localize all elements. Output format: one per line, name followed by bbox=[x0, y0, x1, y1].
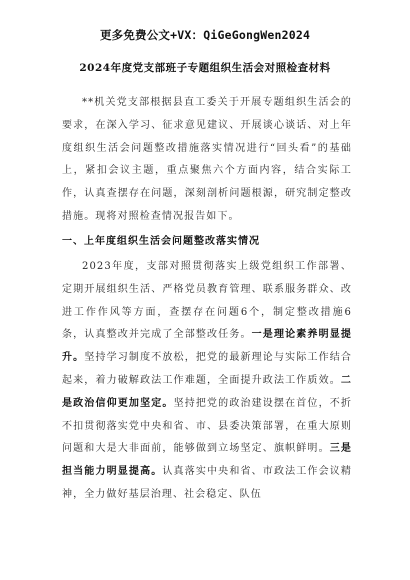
highlight-point-3: 三是担当能力明显提高。 bbox=[62, 443, 352, 478]
highlight-point-2: 二是政治信仰更加坚定。 bbox=[62, 374, 352, 409]
section-paragraph bbox=[62, 256, 352, 507]
paragraph-text: 坚持学习制度不放松，把党的最新理论与实际工作结合起来，着力破解政法工作难题，全面提升政法工作质效。 bbox=[62, 352, 352, 386]
paragraph-text: 认真落实中央和省、市政法工作会议精神，全力做好基层治理、社会稳定、队伍 bbox=[62, 466, 352, 500]
paragraph-text: 坚持把党的政治建设摆在首位，不折不扣贯彻落实党中央和省、市、县委决策部署，在重大原则问题和大是大非面前，能够做到立场坚定、旗帜鲜明。 bbox=[62, 397, 352, 455]
paragraph-text: 2023年度，支部对照贯彻落实上级党组织工作部署、定期开展组织生活、严格党员教育管理、联系服务群众、改进工作作风等方面，查摆存在问题6个，制定整改措施6条，认真整改并完成了全部整改任务。 bbox=[62, 261, 352, 341]
section-heading: 一、上年度组织生活会问题整改落实情况 bbox=[62, 236, 260, 247]
document-title: 2024年度党支部班子专题组织生活会对照检查材料 bbox=[79, 62, 331, 74]
highlight-point-1: 一是理论素养明显提升。 bbox=[62, 329, 353, 364]
intro-paragraph: **机关党支部根据县直工委关于开展专题组织生活会的要求，在深入学习、征求意见建议、开展谈心谈话、对上年度组织生活会问题整改措施落实情况进行“回头看”的基础上，紧扣会议主题，重点聚焦六个方面内容，结合实际工作，认真查摆存在问题，深刻剖析问题根源，研究制定整改措施。现将对照检查情况报告如下。 bbox=[62, 97, 352, 222]
promo-line: 更多免费公文+VX：QiGeGongWen2024 bbox=[99, 28, 311, 42]
